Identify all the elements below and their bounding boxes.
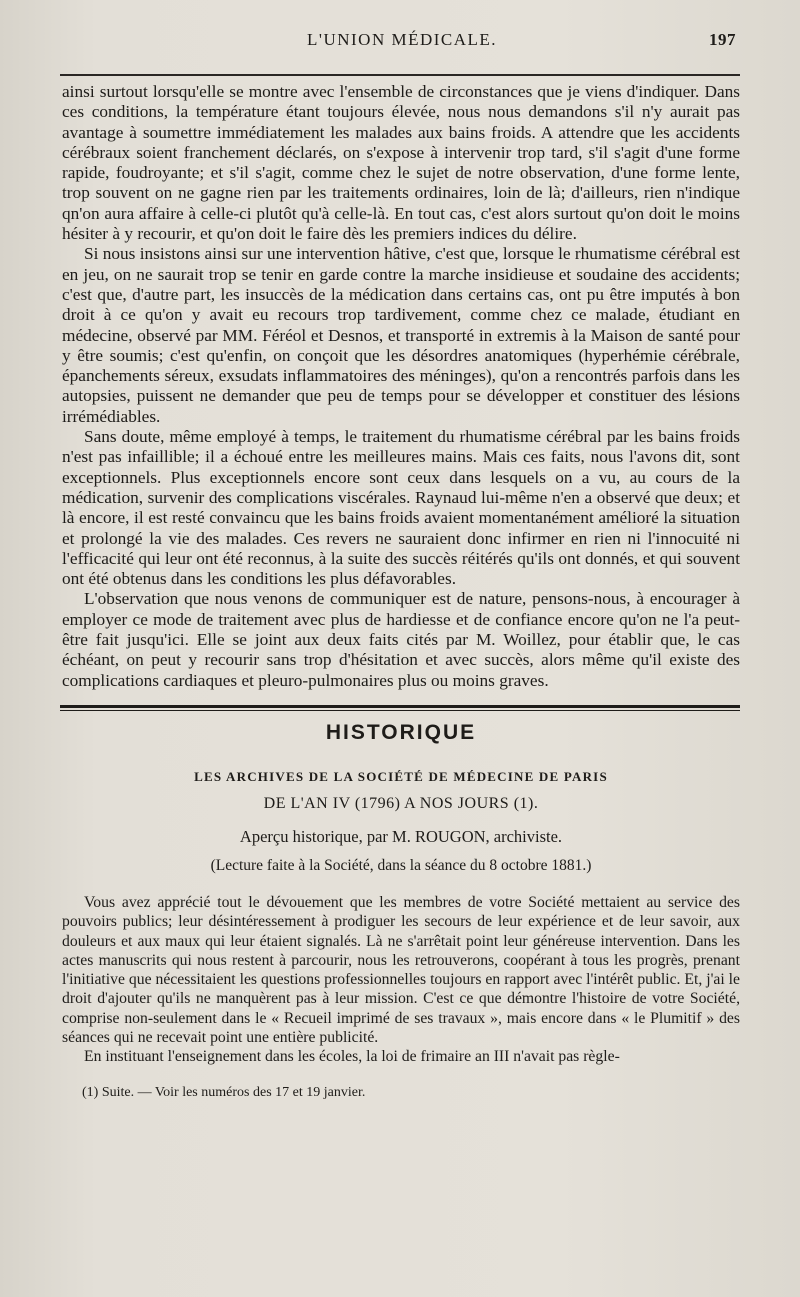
historique-paragraph-1: Vous avez apprécié tout le dévouement que les membres de votre Société mettaient au service des pouvoirs publics; leur désintéressement à prodiguer les secours de leur expérience et de leur savoir, aux douleurs et aux maux qui leur étaient signalés. Là ne s'arrêtait point leur généreuse intervention. Dans les actes manuscrits qui nous restent à parcourir, nous les retrouverons, coopérant à tous les progrès, prenant l'initiative que nécessitaient les questions professionnelles toujours en rapport avec l'intérêt public. Et, j'ai le droit d'ajouter qu'ils ne manquèrent pas à leur mission. C'est ce que démontre l'histoire de votre Société, comprise non-seulement dans le « Recueil imprimé de ses travaux », mais encore dans « le Plumitif » des séances qui ne recevait point une entière publicité. [62,893,740,1046]
section-title: HISTORIQUE [325,720,477,744]
paragraph-2: Si nous insistons ainsi sur une intervention hâtive, c'est que, lorsque le rhumatisme cérébral est en jeu, on ne saurait trop se tenir en garde contre la marche insidieuse et soudaine des accidents; c'est que, d'autre part, les insuccès de la médication dans certains cas, ont pu être imputés à bon droit à ce qu'on y avait eu recours trop tardivement, comme chez ce malade, étudiant en médecine, observé par MM. Féréol et Desnos, et transporté in extremis à la Maison de santé pour y être soumis; c'est qu'enfin, on conçoit que les désordres anatomiques (hyperhémie cérébrale, épanchements séreux, exsudats inflammatoires des méninges), qu'on a rencontrés parfois dans les autopsies, puissent ne demander que peu de temps pour se développer et constituer des lésions irrémédiables. [62,244,740,426]
historique-paragraph-2: En instituant l'enseignement dans les écoles, la loi de frimaire an III n'avait pas règle- [84,1048,620,1066]
paragraph-1: ainsi surtout lorsqu'elle se montre avec l'ensemble de circonstances que je viens d'indiquer. Dans ces conditions, la température étant toujours élevée, nous nous demandons s'il n'y aurait pas avantage à soumettre immédiatement les malades aux bains froids. A attendre que les accidents cérébraux soient franchement déclarés, on s'expose à intervenir trop tard, s'il s'agit d'une forme rapide, foudroyante; et s'il s'agit, comme chez le sujet de notre observation, d'une forme lente, trop souvent on ne gagne rien par les traitements ordinaires, loin de là; d'ailleurs, rien n'indique qn'on aura affaire à celle-ci plutôt qu'à celle-là. En tout cas, c'est alors surtout qu'on doit le moins hésiter à y recourir, et qu'on doit le faire dès les premiers indices du délire. [62,82,740,244]
paragraph-4: L'observation que nous venons de communiquer est de nature, pensons-nous, à encourager à employer ce mode de traitement avec plus de hardiesse et de confiance encore qu'on ne l'a peut-être fait jusqu'ici. Elle se joint aux deux faits cités par M. Woillez, pour établir que, le cas échéant, on peut y recourir sans trop d'hésitation et avec succès, alors même qu'il existe des complications cardiaques et pleuro-pulmonaires plus ou moins graves. [62,589,740,690]
section-dates: DE L'AN IV (1796) A NOS JOURS (1). [263,794,539,812]
paragraph-3: Sans doute, même employé à temps, le traitement du rhumatisme cérébral par les bains froids n'est pas infaillible; il a échoué entre les meilleures mains. Mais ces faits, nous l'avons dit, sont exceptionnels. Plus exceptionnels encore sont ceux dans lesquels on a vu, au cours de la médication, survenir des complications viscérales. Raynaud lui-même n'en a observé que deux; et là encore, il est resté convaincu que les bains froids avaient momentanément amélioré la situation et prolongé la vie des malades. Ces revers ne sauraient donc infirmer en rien ni l'innocuité ni l'efficacité qui leur ont été reconnus, à la suite des succès réitérés qu'ils ont donnés, et qui souvent ont été obtenus dans les conditions les plus défavorables. [62,427,740,589]
page-number: 197 [709,30,736,49]
historique-body [62,893,740,1067]
footnote: (1) Suite. — Voir les numéros des 17 et 19 janvier. [82,1084,366,1100]
section-subtitle: LES ARCHIVES DE LA SOCIÉTÉ DE MÉDECINE DE PARIS [194,768,608,784]
running-head [62,30,740,58]
reading-note: (Lecture faite à la Société, dans la séance du 8 octobre 1881.) [210,856,592,874]
section-divider [60,705,740,711]
journal-title: L'UNION MÉDICALE. [307,30,498,49]
section-byline: Aperçu historique, par M. ROUGON, archiviste. [239,826,563,846]
header-rule [60,74,740,76]
article-body [62,82,740,691]
